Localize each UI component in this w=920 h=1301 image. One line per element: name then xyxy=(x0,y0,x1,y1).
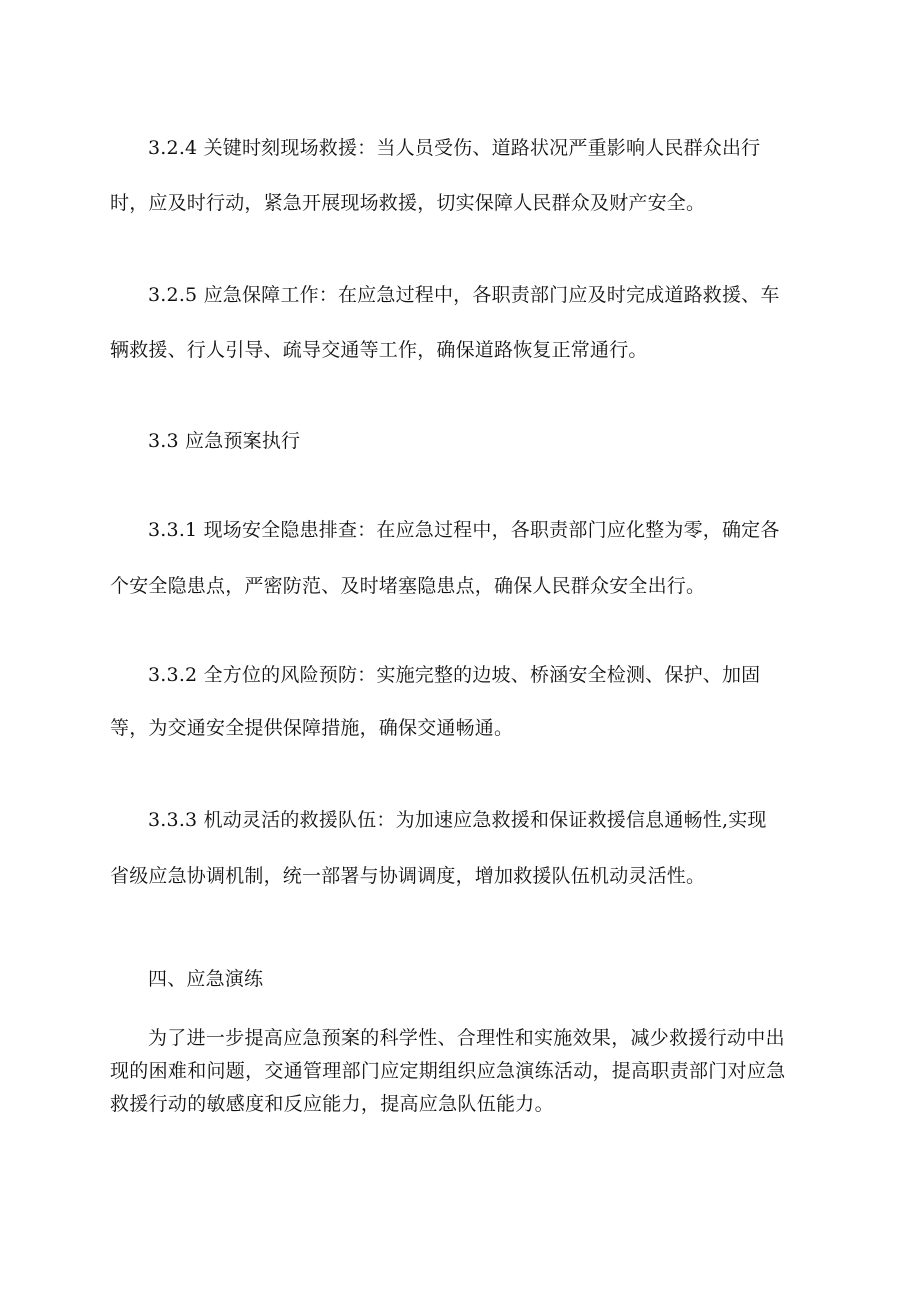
section-3-3-1-line-1: 3.3.1 现场安全隐患排查：在应急过程中，各职责部门应化整为零，确定各 xyxy=(148,519,780,541)
section-3-2-5-line-2: 辆救援、行人引导、疏导交通等工作，确保道路恢复正常通行。 xyxy=(110,339,648,361)
section-4-heading: 四、应急演练 xyxy=(148,968,264,990)
section-3-3-3-line-2: 省级应急协调机制，统一部署与协调调度，增加救援队伍机动灵活性。 xyxy=(110,865,706,887)
section-3-3-heading: 3.3 应急预案执行 xyxy=(148,430,301,452)
section-4-body: 为了进一步提高应急预案的科学性、合理性和实施效果，减少救援行动中出现的困难和问题，交通管理部门应定期组织应急演练活动，提高职责部门对应急救援行动的敏感度和反应能力，提高应急队伍能力。 xyxy=(110,1027,786,1115)
section-3-2-4-line-2: 时，应及时行动，紧急开展现场救援，切实保障人民群众及财产安全。 xyxy=(110,192,706,214)
section-3-3-2-line-2: 等，为交通安全提供保障措施，确保交通畅通。 xyxy=(110,717,514,739)
section-3-2-5-line-1: 3.2.5 应急保障工作：在应急过程中，各职责部门应及时完成道路救援、车 xyxy=(148,284,780,306)
section-3-3-2-line-1: 3.3.2 全方位的风险预防：实施完整的边坡、桥涵安全检测、保护、加固 xyxy=(148,664,761,686)
section-3-2-4-line-1: 3.2.4 关键时刻现场救援：当人员受伤、道路状况严重影响人民群众出行 xyxy=(148,137,761,159)
section-3-3-1-line-2: 个安全隐患点，严密防范、及时堵塞隐患点，确保人民群众安全出行。 xyxy=(110,575,706,597)
section-3-3-3-line-1: 3.3.3 机动灵活的救援队伍：为加速应急救援和保证救援信息通畅性,实现 xyxy=(148,809,767,831)
